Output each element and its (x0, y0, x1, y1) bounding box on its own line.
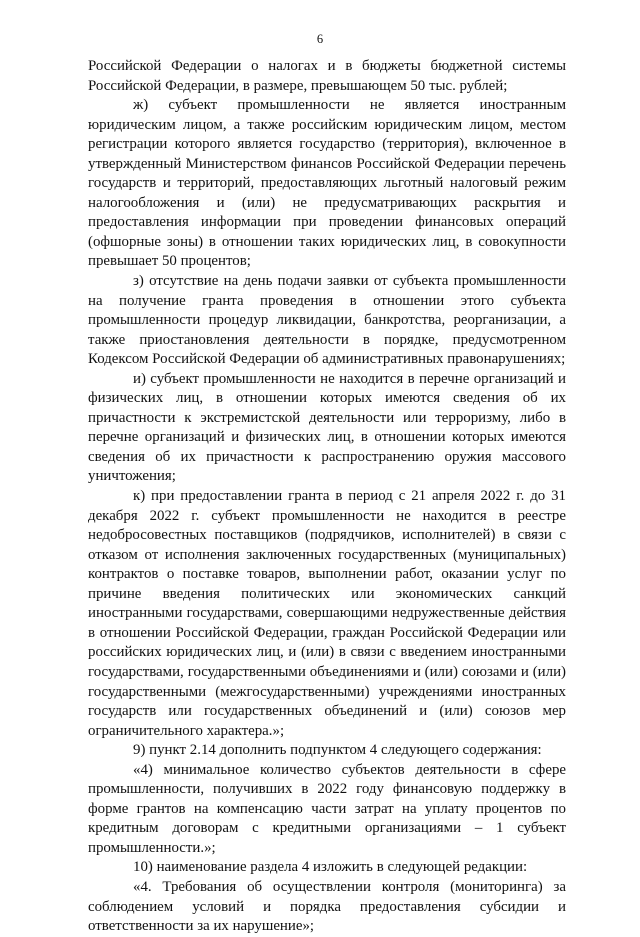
document-body (88, 57, 566, 937)
page-number: 6 (316, 32, 324, 46)
paragraph-item-9: 9) пункт 2.14 дополнить подпунктом 4 следующего содержания: (133, 742, 542, 759)
paragraph-item-zh: ж) субъект промышленности не является иностранным юридическим лицом, а также российским юридическим лицом, местом регистрации которого является государство (территория), включенное в утвержденный Министерством финансов Российской Федерации перечень государств и территорий, предоставляющих льготный налоговый режим налогообложения и (или) не предусматривающих раскрытия и предоставления информации при проведении финансовых операций (офшорные зоны) в отношении таких юридических лиц, в совокупности превышает 50 процентов; (88, 97, 566, 270)
paragraph-quote-4: «4) минимальное количество субъектов деятельности в сфере промышленности, получивших в 2022 году финансовую поддержку в форме грантов на компенсацию части затрат на уплату процентов по кредитным договорам с кредитными организациями – 1 субъект промышленности.»; (88, 761, 566, 856)
paragraph-item-k: к) при предоставлении гранта в период с 21 апреля 2022 г. до 31 декабря 2022 г. субъект промышленности не находится в реестре недобросовестных поставщиков (подрядчиков, исполнителей) в связи с отказом от исполнения заключенных государственных (муниципальных) контрактов о поставке товаров, выполнении работ, оказании услуг по причине введения политических или экономических санкций иностранными государствами, совершающими недружественные действия в отношении Российской Федерации, граждан Российской Федерации или российских юридических лиц, и (или) в связи с введением иностранными государствами, государственными объединениями и (или) союзами и (или) государственными (межгосударственными) учреждениями иностранных государств или государственных объединений и (или) союзов мер ограничительного характера.»; (88, 488, 566, 739)
paragraph-item-10: 10) наименование раздела 4 изложить в следующей редакции: (133, 859, 528, 876)
paragraph-section-4-title: «4. Требования об осуществлении контроля (мониторинга) за соблюдением условий и порядка предоставления субсидии и ответственности за их нарушение»; (88, 878, 566, 935)
paragraph-item-i: и) субъект промышленности не находится в перечне организаций и физических лиц, в отношении которых имеются сведения об их причастности к экстремистской деятельности или терроризму, либо в перечне организаций и физических лиц, в отношении которых имеются сведения об их причастности к распространению оружия массового уничтожения; (88, 370, 566, 485)
paragraph-item-z: з) отсутствие на день подачи заявки от субъекта промышленности на получение гранта проведения в отношении этого субъекта промышленности процедур ликвидации, банкротства, реорганизации, а также приостановления деятельности в порядке, предусмотренном Кодексом Российской Федерации об административных правонарушениях; (88, 273, 566, 368)
paragraph-continuation: Российской Федерации о налогах и в бюджеты бюджетной системы Российской Федерации, в размере, превышающем 50 тыс. рублей; (88, 58, 566, 94)
